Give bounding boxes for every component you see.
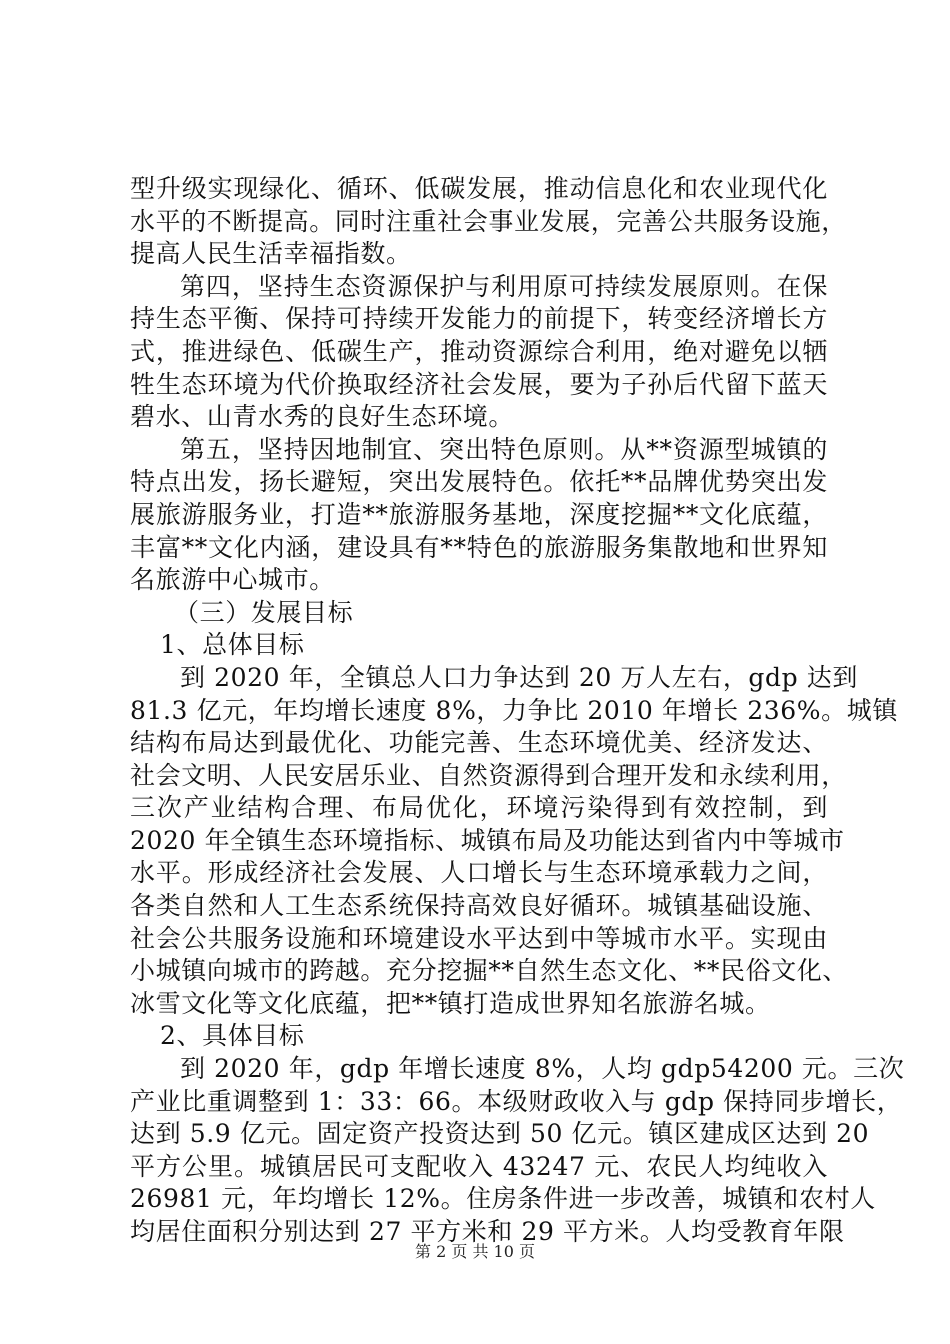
text-line: 冰雪文化等文化底蕴，把**镇打造成世界知名旅游名城。 xyxy=(130,988,771,1018)
text-line: 第五，坚持因地制宜、突出特色原则。从**资源型城镇的 xyxy=(180,434,828,464)
text-line: 式，推进绿色、低碳生产，推动资源综合利用，绝对避免以牺 xyxy=(130,336,828,366)
text-line: 均居住面积分别达到 27 平方米和 29 平方米。人均受教育年限 xyxy=(130,1217,845,1246)
paragraph xyxy=(130,271,828,434)
page-footer xyxy=(0,1242,950,1262)
text-line: 到 2020 年，全镇总人口力争达到 20 万人左右，gdp 达到 xyxy=(180,662,858,692)
text-line: 2020 年全镇生态环境指标、城镇布局及功能达到省内中等城市 xyxy=(130,825,845,855)
page-number-label: 第 2 页 共 10 页 xyxy=(415,1242,535,1261)
text-line: 社会公共服务设施和环境建设水平达到中等城市水平。实现由 xyxy=(130,923,828,953)
text-line: 水平的不断提高。同时注重社会事业发展，完善公共服务设施， xyxy=(130,206,847,236)
text-line: 产业比重调整到 1：33：66。本级财政收入与 gdp 保持同步增长， xyxy=(130,1086,903,1116)
text-line: 结构布局达到最优化、功能完善、生态环境优美、经济发达、 xyxy=(130,728,828,758)
text-line: 小城镇向城市的跨越。充分挖掘**自然生态文化、**民俗文化、 xyxy=(130,956,849,986)
text-line: 2、具体目标 xyxy=(160,1021,305,1051)
text-line: 81.3 亿元，年均增长速度 8%，力争比 2010 年增长 236%。城镇 xyxy=(130,695,898,725)
text-line: 三次产业结构合理、布局优化，环境污染得到有效控制，到 xyxy=(130,793,828,823)
text-line: 丰富**文化内涵，建设具有**特色的旅游服务集散地和世界知 xyxy=(130,532,828,562)
text-line: 碧水、山青水秀的良好生态环境。 xyxy=(130,402,515,432)
section-heading xyxy=(130,597,828,630)
text-line: 到 2020 年，gdp 年增长速度 8%，人均 gdp54200 元。三次 xyxy=(180,1054,905,1084)
text-line: 展旅游服务业，打造**旅游服务基地，深度挖掘**文化底蕴， xyxy=(130,499,828,529)
subsection-heading xyxy=(130,629,828,662)
text-line: 1、总体目标 xyxy=(160,630,305,660)
text-line: 第四，坚持生态资源保护与利用原可持续发展原则。在保 xyxy=(180,271,828,301)
paragraph xyxy=(130,173,847,271)
paragraph xyxy=(130,1053,905,1249)
text-line: 型升级实现绿化、循环、低碳发展，推动信息化和农业现代化 xyxy=(130,174,828,203)
paragraph xyxy=(130,662,898,1021)
text-line: 水平。形成经济社会发展、人口增长与生态环境承载力之间， xyxy=(130,858,828,888)
text-line: 特点出发，扬长避短，突出发展特色。依托**品牌优势突出发 xyxy=(130,467,828,497)
text-line: 达到 5.9 亿元。固定资产投资达到 50 亿元。镇区建成区达到 20 xyxy=(130,1119,870,1149)
text-line: 26981 元，年均增长 12%。住房条件进一步改善，城镇和农村人 xyxy=(130,1184,876,1214)
text-line: 平方公里。城镇居民可支配收入 43247 元、农民人均纯收入 xyxy=(130,1151,828,1181)
text-line: 社会文明、人民安居乐业、自然资源得到合理开发和永续利用， xyxy=(130,760,847,790)
text-line: 牲生态环境为代价换取经济社会发展，要为子孙后代留下蓝天 xyxy=(130,369,828,399)
text-line: 持生态平衡、保持可持续开发能力的前提下，转变经济增长方 xyxy=(130,304,828,334)
subsection-heading xyxy=(130,1020,828,1053)
text-line: 名旅游中心城市。 xyxy=(130,565,335,595)
text-line: 各类自然和人工生态系统保持高效良好循环。城镇基础设施、 xyxy=(130,891,828,921)
text-line: 提高人民生活幸福指数。 xyxy=(130,239,412,269)
document-page xyxy=(130,173,905,1249)
text-line: （三）发展目标 xyxy=(174,597,354,627)
paragraph xyxy=(130,434,828,597)
